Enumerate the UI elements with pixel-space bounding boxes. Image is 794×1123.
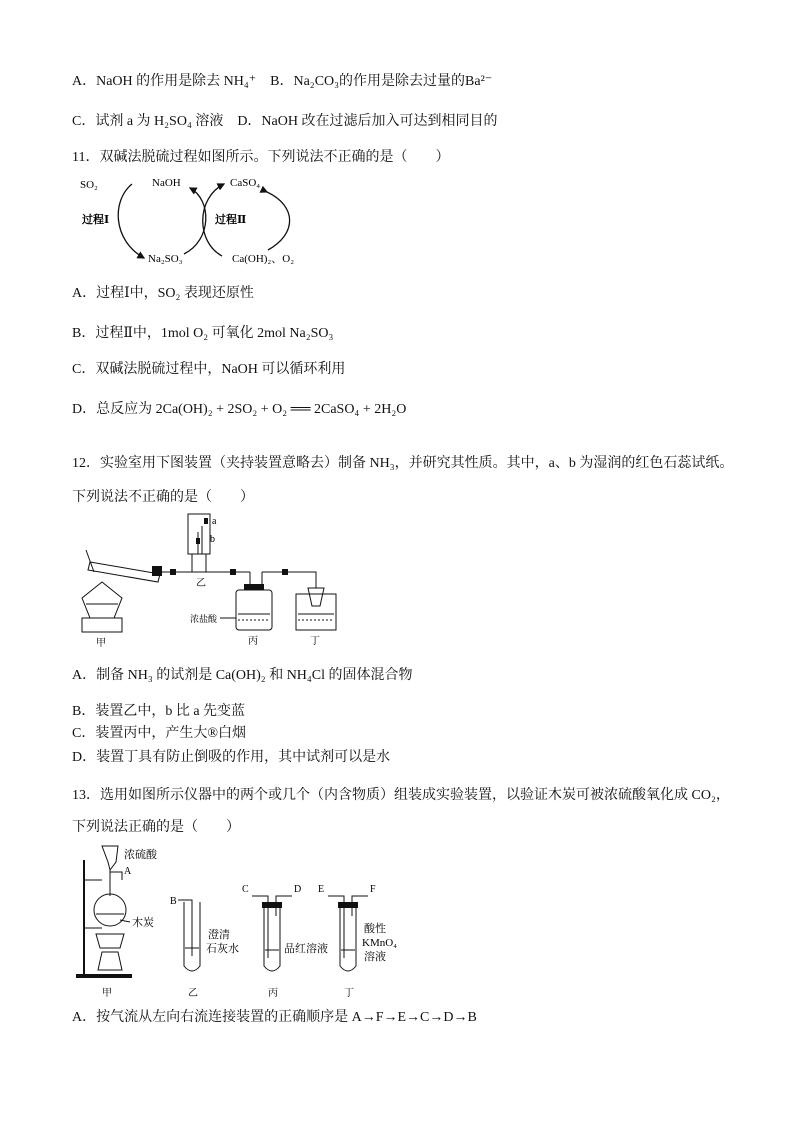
q13-label-A: A (124, 866, 132, 877)
q11-option-b: B．过程Ⅱ中，1mol O₂ 可氧化 2mol Na₂SO₃ (72, 326, 334, 341)
q12-label-jia: 甲 (96, 638, 106, 649)
q13-label-kmno4-2: KMnO₄ (362, 937, 398, 949)
q13-label-yi: 乙 (188, 988, 198, 999)
q12-label-ding: 丁 (310, 636, 320, 647)
q11-naoh-label: NaOH (152, 177, 181, 189)
q13-tube-bing (264, 908, 280, 971)
q13-tube-ding (340, 908, 356, 971)
q12-option-d: D．装置丁具有防止倒吸的作用，其中试剂可以是水 (72, 750, 391, 765)
q11-proc1-label: 过程Ⅰ (82, 214, 110, 226)
q12-test-tube (88, 562, 160, 582)
q12-option-b: B．装置乙中，b 比 a 先变蓝 (72, 704, 246, 719)
q13-label-kmno4-3: 溶液 (364, 951, 386, 963)
q11-na2so3-label: Na₂SO₃ (148, 253, 183, 265)
q11-so2-label: SO₂ (80, 179, 98, 191)
q13-label-limewater2: 石灰水 (206, 943, 239, 955)
q12-label-a: a (212, 516, 217, 527)
q13-option-a: A．按气流从左向右流连接装置的正确顺序是 A→F→E→C→D→B (72, 1010, 477, 1025)
q13-label-limewater1: 澄清 (208, 929, 230, 941)
q10-option-a-b: A．NaOH 的作用是除去 NH₄⁺ B．Na₂CO₃的作用是除去过量的Ba²⁻ (72, 74, 493, 89)
q10-option-c-d: C．试剂 a 为 H₂SO₄ 溶液 D．NaOH 改在过滤后加入可达到相同目的 (72, 114, 498, 129)
q12-stem-line2: 下列说法不正确的是（ ） (72, 490, 254, 505)
q12-label-yi: 乙 (196, 578, 206, 589)
q13-label-F: F (370, 884, 376, 895)
q13-label-E: E (318, 884, 325, 895)
q12-stem-line1: 12．实验室用下图装置（夹持装置意略去）制备 NH₃，并研究其性质。其中，a、b 为湿润的红色石蕊试纸。 (72, 456, 734, 471)
q11-option-c: C．双碱法脱硫过程中，NaOH 可以循环利用 (72, 362, 346, 377)
q13-label-C: C (242, 884, 249, 895)
q12-burner-base (82, 618, 122, 632)
q12-bottle-bing (236, 590, 272, 630)
q13-stem-line1: 13．选用如图所示仪器中的两个或几个（内含物质）组装成实验装置，以验证木炭可被浓硫酸氧化成 CO₂， (72, 788, 730, 803)
q13-label-bing: 丙 (268, 988, 278, 999)
q13-flask (94, 894, 126, 926)
q12-option-c: C．装置丙中，产生大®白烟 (72, 726, 246, 741)
q13-label-D: D (294, 884, 302, 895)
q12-alcohol-lamp (82, 582, 122, 618)
q11-caso4-label: CaSO₄ (230, 177, 261, 189)
q13-stem-line2: 下列说法正确的是（ ） (72, 820, 240, 835)
q13-label-h2so4: 浓硫酸 (124, 849, 157, 861)
q12-ammonia-apparatus (72, 510, 362, 650)
q13-label-jia: 甲 (102, 988, 112, 999)
q12-label-b: b (210, 534, 215, 545)
q11-right-cycle-arrow (267, 192, 290, 250)
q13-label-B: B (170, 896, 177, 907)
q12-label-bing: 丙 (248, 636, 258, 647)
q12-option-a: A．制备 NH₃ 的试剂是 Ca(OH)₂ 和 NH₄Cl 的固体混合物 (72, 668, 413, 683)
q13-label-kmno4-1: 酸性 (364, 923, 386, 935)
q12-beaker-ding (296, 594, 336, 630)
q13-apparatus (72, 840, 402, 1005)
q12-label-hcl: 浓盐酸 (190, 614, 218, 624)
q11-caoh2-label: Ca(OH)₂、O₂ (232, 253, 295, 265)
q11-double-alkali-diagram (72, 170, 322, 270)
q11-option-d: D．总反应为 2Ca(OH)₂ + 2SO₂ + O₂ ══ 2CaSO₄ + 2H₂O (72, 402, 407, 417)
q13-label-ding: 丁 (344, 988, 354, 999)
q11-left-cycle-arrow (118, 184, 144, 258)
q11-option-a: A．过程Ⅰ中，SO₂ 表现还原性 (72, 286, 254, 301)
q13-dropping-funnel (102, 846, 118, 870)
q11-proc2-label: 过程Ⅱ (215, 214, 247, 226)
q13-label-charcoal: 木炭 (132, 917, 154, 929)
q11-stem: 11．双碱法脱硫过程如图所示。下列说法不正确的是（ ） (72, 150, 450, 165)
q12-funnel-ding (308, 588, 324, 606)
q13-label-pinhong: 品红溶液 (284, 943, 328, 955)
